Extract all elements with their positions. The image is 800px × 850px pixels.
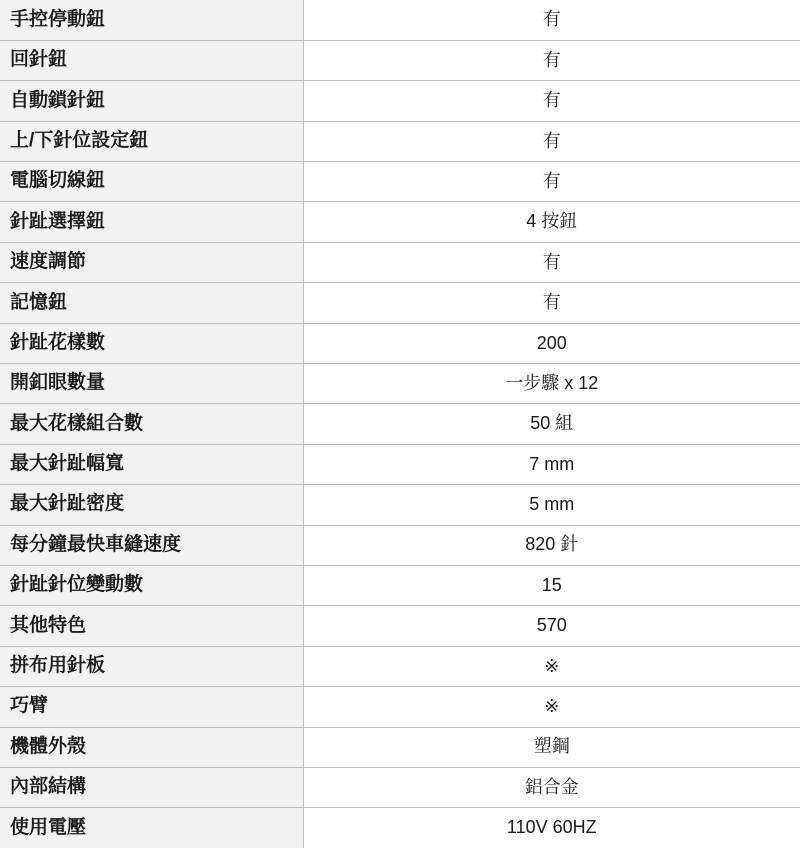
spec-label: 自動鎖針鈕 [0, 81, 303, 121]
spec-label: 上/下針位設定鈕 [0, 121, 303, 161]
spec-value: 50 組 [303, 404, 800, 444]
table-row [0, 727, 800, 767]
spec-label: 記憶鈕 [0, 283, 303, 323]
spec-label: 手控停動鈕 [0, 0, 303, 40]
table-row [0, 606, 800, 646]
table-row [0, 808, 800, 848]
spec-value: 塑鋼 [303, 727, 800, 767]
table-row [0, 646, 800, 686]
spec-label: 每分鐘最快車縫速度 [0, 525, 303, 565]
spec-value: ※ [303, 687, 800, 727]
table-row [0, 0, 800, 40]
table-row [0, 242, 800, 282]
spec-value: ※ [303, 646, 800, 686]
table-row [0, 444, 800, 484]
table-row [0, 81, 800, 121]
table-row [0, 525, 800, 565]
spec-value: 一步驟 x 12 [303, 364, 800, 404]
table-row [0, 323, 800, 363]
spec-label: 針趾花樣數 [0, 323, 303, 363]
table-row [0, 687, 800, 727]
table-row [0, 404, 800, 444]
spec-value: 有 [303, 0, 800, 40]
spec-value: 7 mm [303, 444, 800, 484]
spec-value: 110V 60HZ [303, 808, 800, 848]
spec-value: 5 mm [303, 485, 800, 525]
table-row [0, 40, 800, 80]
spec-value: 820 針 [303, 525, 800, 565]
spec-label: 使用電壓 [0, 808, 303, 848]
spec-value: 570 [303, 606, 800, 646]
spec-label: 最大針趾密度 [0, 485, 303, 525]
spec-label: 電腦切線鈕 [0, 162, 303, 202]
spec-value: 4 按鈕 [303, 202, 800, 242]
spec-value: 有 [303, 40, 800, 80]
spec-label: 回針鈕 [0, 40, 303, 80]
spec-label: 最大花樣組合數 [0, 404, 303, 444]
spec-label: 內部結構 [0, 767, 303, 807]
table-row [0, 485, 800, 525]
spec-value: 有 [303, 121, 800, 161]
spec-value: 鋁合金 [303, 767, 800, 807]
spec-label: 拼布用針板 [0, 646, 303, 686]
spec-label: 針趾選擇鈕 [0, 202, 303, 242]
spec-label: 機體外殼 [0, 727, 303, 767]
spec-value: 有 [303, 162, 800, 202]
spec-value: 15 [303, 565, 800, 605]
table-row [0, 565, 800, 605]
spec-label: 其他特色 [0, 606, 303, 646]
table-row [0, 202, 800, 242]
spec-label: 最大針趾幅寬 [0, 444, 303, 484]
spec-label: 開釦眼數量 [0, 364, 303, 404]
spec-value: 200 [303, 323, 800, 363]
spec-value: 有 [303, 242, 800, 282]
spec-value: 有 [303, 283, 800, 323]
spec-value: 有 [303, 81, 800, 121]
table-row [0, 121, 800, 161]
spec-label: 巧臂 [0, 687, 303, 727]
table-row [0, 283, 800, 323]
table-row [0, 767, 800, 807]
spec-label: 針趾針位變動數 [0, 565, 303, 605]
table-row [0, 162, 800, 202]
spec-label: 速度調節 [0, 242, 303, 282]
table-row [0, 364, 800, 404]
